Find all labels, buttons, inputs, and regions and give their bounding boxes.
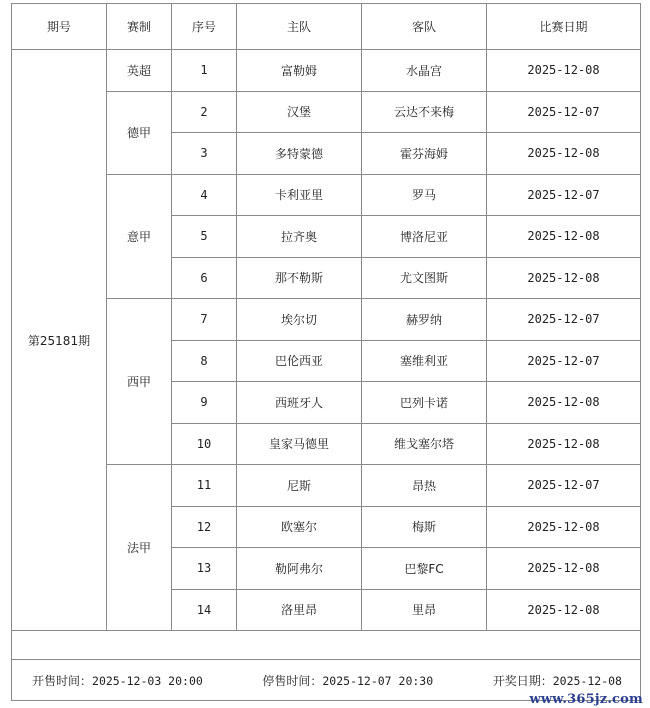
match-no: 5: [172, 216, 237, 258]
match-no: 4: [172, 174, 237, 216]
spacer-row: [12, 631, 641, 660]
home-team: 富勒姆: [237, 50, 362, 92]
away-team: 尤文图斯: [362, 257, 487, 299]
match-no: 14: [172, 589, 237, 631]
match-no: 8: [172, 340, 237, 382]
match-date: 2025-12-08: [487, 50, 641, 92]
spacer-cell: [12, 631, 641, 660]
match-no: 13: [172, 548, 237, 590]
away-team: 巴黎FC: [362, 548, 487, 590]
league-cell: 意甲: [107, 174, 172, 299]
match-no: 11: [172, 465, 237, 507]
table-row: [12, 50, 641, 92]
match-date: 2025-12-07: [487, 299, 641, 341]
away-team: 霍芬海姆: [362, 133, 487, 175]
home-team: 那不勒斯: [237, 257, 362, 299]
match-date: 2025-12-07: [487, 340, 641, 382]
away-team: 云达不来梅: [362, 91, 487, 133]
open-time-label: 开售时间：: [32, 673, 93, 688]
draw-date-value: 2025-12-08: [552, 673, 622, 688]
sale-times: [12, 672, 640, 689]
close-time: [262, 672, 433, 689]
draw-date-label: 开奖日期：: [492, 673, 553, 688]
home-team: 巴伦西亚: [237, 340, 362, 382]
home-team: 多特蒙德: [237, 133, 362, 175]
header-home: 主队: [237, 4, 362, 50]
home-team: 西班牙人: [237, 382, 362, 424]
match-no: 3: [172, 133, 237, 175]
home-team: 卡利亚里: [237, 174, 362, 216]
header-issue: 期号: [12, 4, 107, 50]
home-team: 拉齐奥: [237, 216, 362, 258]
match-no: 6: [172, 257, 237, 299]
close-time-value: 2025-12-07 20:30: [322, 673, 434, 688]
table-row: [12, 174, 641, 216]
league-cell: 德甲: [107, 91, 172, 174]
home-team: 皇家马德里: [237, 423, 362, 465]
league-cell: 法甲: [107, 465, 172, 631]
header-league: 赛制: [107, 4, 172, 50]
match-date: 2025-12-08: [487, 506, 641, 548]
open-time-value: 2025-12-03 20:00: [92, 673, 203, 688]
header-date: 比赛日期: [487, 4, 641, 50]
match-no: 1: [172, 50, 237, 92]
match-date: 2025-12-07: [487, 91, 641, 133]
header-no: 序号: [172, 4, 237, 50]
match-no: 7: [172, 299, 237, 341]
open-time: [32, 672, 203, 689]
match-date: 2025-12-08: [487, 423, 641, 465]
table-row: [12, 465, 641, 507]
match-date: 2025-12-07: [487, 465, 641, 507]
home-team: 洛里昂: [237, 589, 362, 631]
home-team: 尼斯: [237, 465, 362, 507]
match-no: 9: [172, 382, 237, 424]
header-row: [12, 4, 641, 50]
table-row: [12, 91, 641, 133]
match-no: 10: [172, 423, 237, 465]
away-team: 昂热: [362, 465, 487, 507]
table-row: [12, 299, 641, 341]
away-team: 水晶宫: [362, 50, 487, 92]
site-watermark: www.365jz.com: [529, 692, 643, 707]
home-team: 欧塞尔: [237, 506, 362, 548]
away-team: 塞维利亚: [362, 340, 487, 382]
home-team: 汉堡: [237, 91, 362, 133]
draw-date: [493, 672, 622, 689]
header-away: 客队: [362, 4, 487, 50]
away-team: 维戈塞尔塔: [362, 423, 487, 465]
league-cell: 西甲: [107, 299, 172, 465]
match-date: 2025-12-07: [487, 174, 641, 216]
match-no: 2: [172, 91, 237, 133]
match-date: 2025-12-08: [487, 382, 641, 424]
away-team: 博洛尼亚: [362, 216, 487, 258]
match-date: 2025-12-08: [487, 257, 641, 299]
home-team: 埃尔切: [237, 299, 362, 341]
away-team: 罗马: [362, 174, 487, 216]
away-team: 梅斯: [362, 506, 487, 548]
match-date: 2025-12-08: [487, 216, 641, 258]
match-no: 12: [172, 506, 237, 548]
away-team: 赫罗纳: [362, 299, 487, 341]
away-team: 巴列卡诺: [362, 382, 487, 424]
home-team: 勒阿弗尔: [237, 548, 362, 590]
league-cell: 英超: [107, 50, 172, 92]
match-date: 2025-12-08: [487, 133, 641, 175]
schedule-table: [11, 3, 641, 701]
close-time-label: 停售时间：: [262, 673, 323, 688]
away-team: 里昂: [362, 589, 487, 631]
match-date: 2025-12-08: [487, 589, 641, 631]
match-date: 2025-12-08: [487, 548, 641, 590]
issue-cell: 第25181期: [12, 50, 107, 631]
